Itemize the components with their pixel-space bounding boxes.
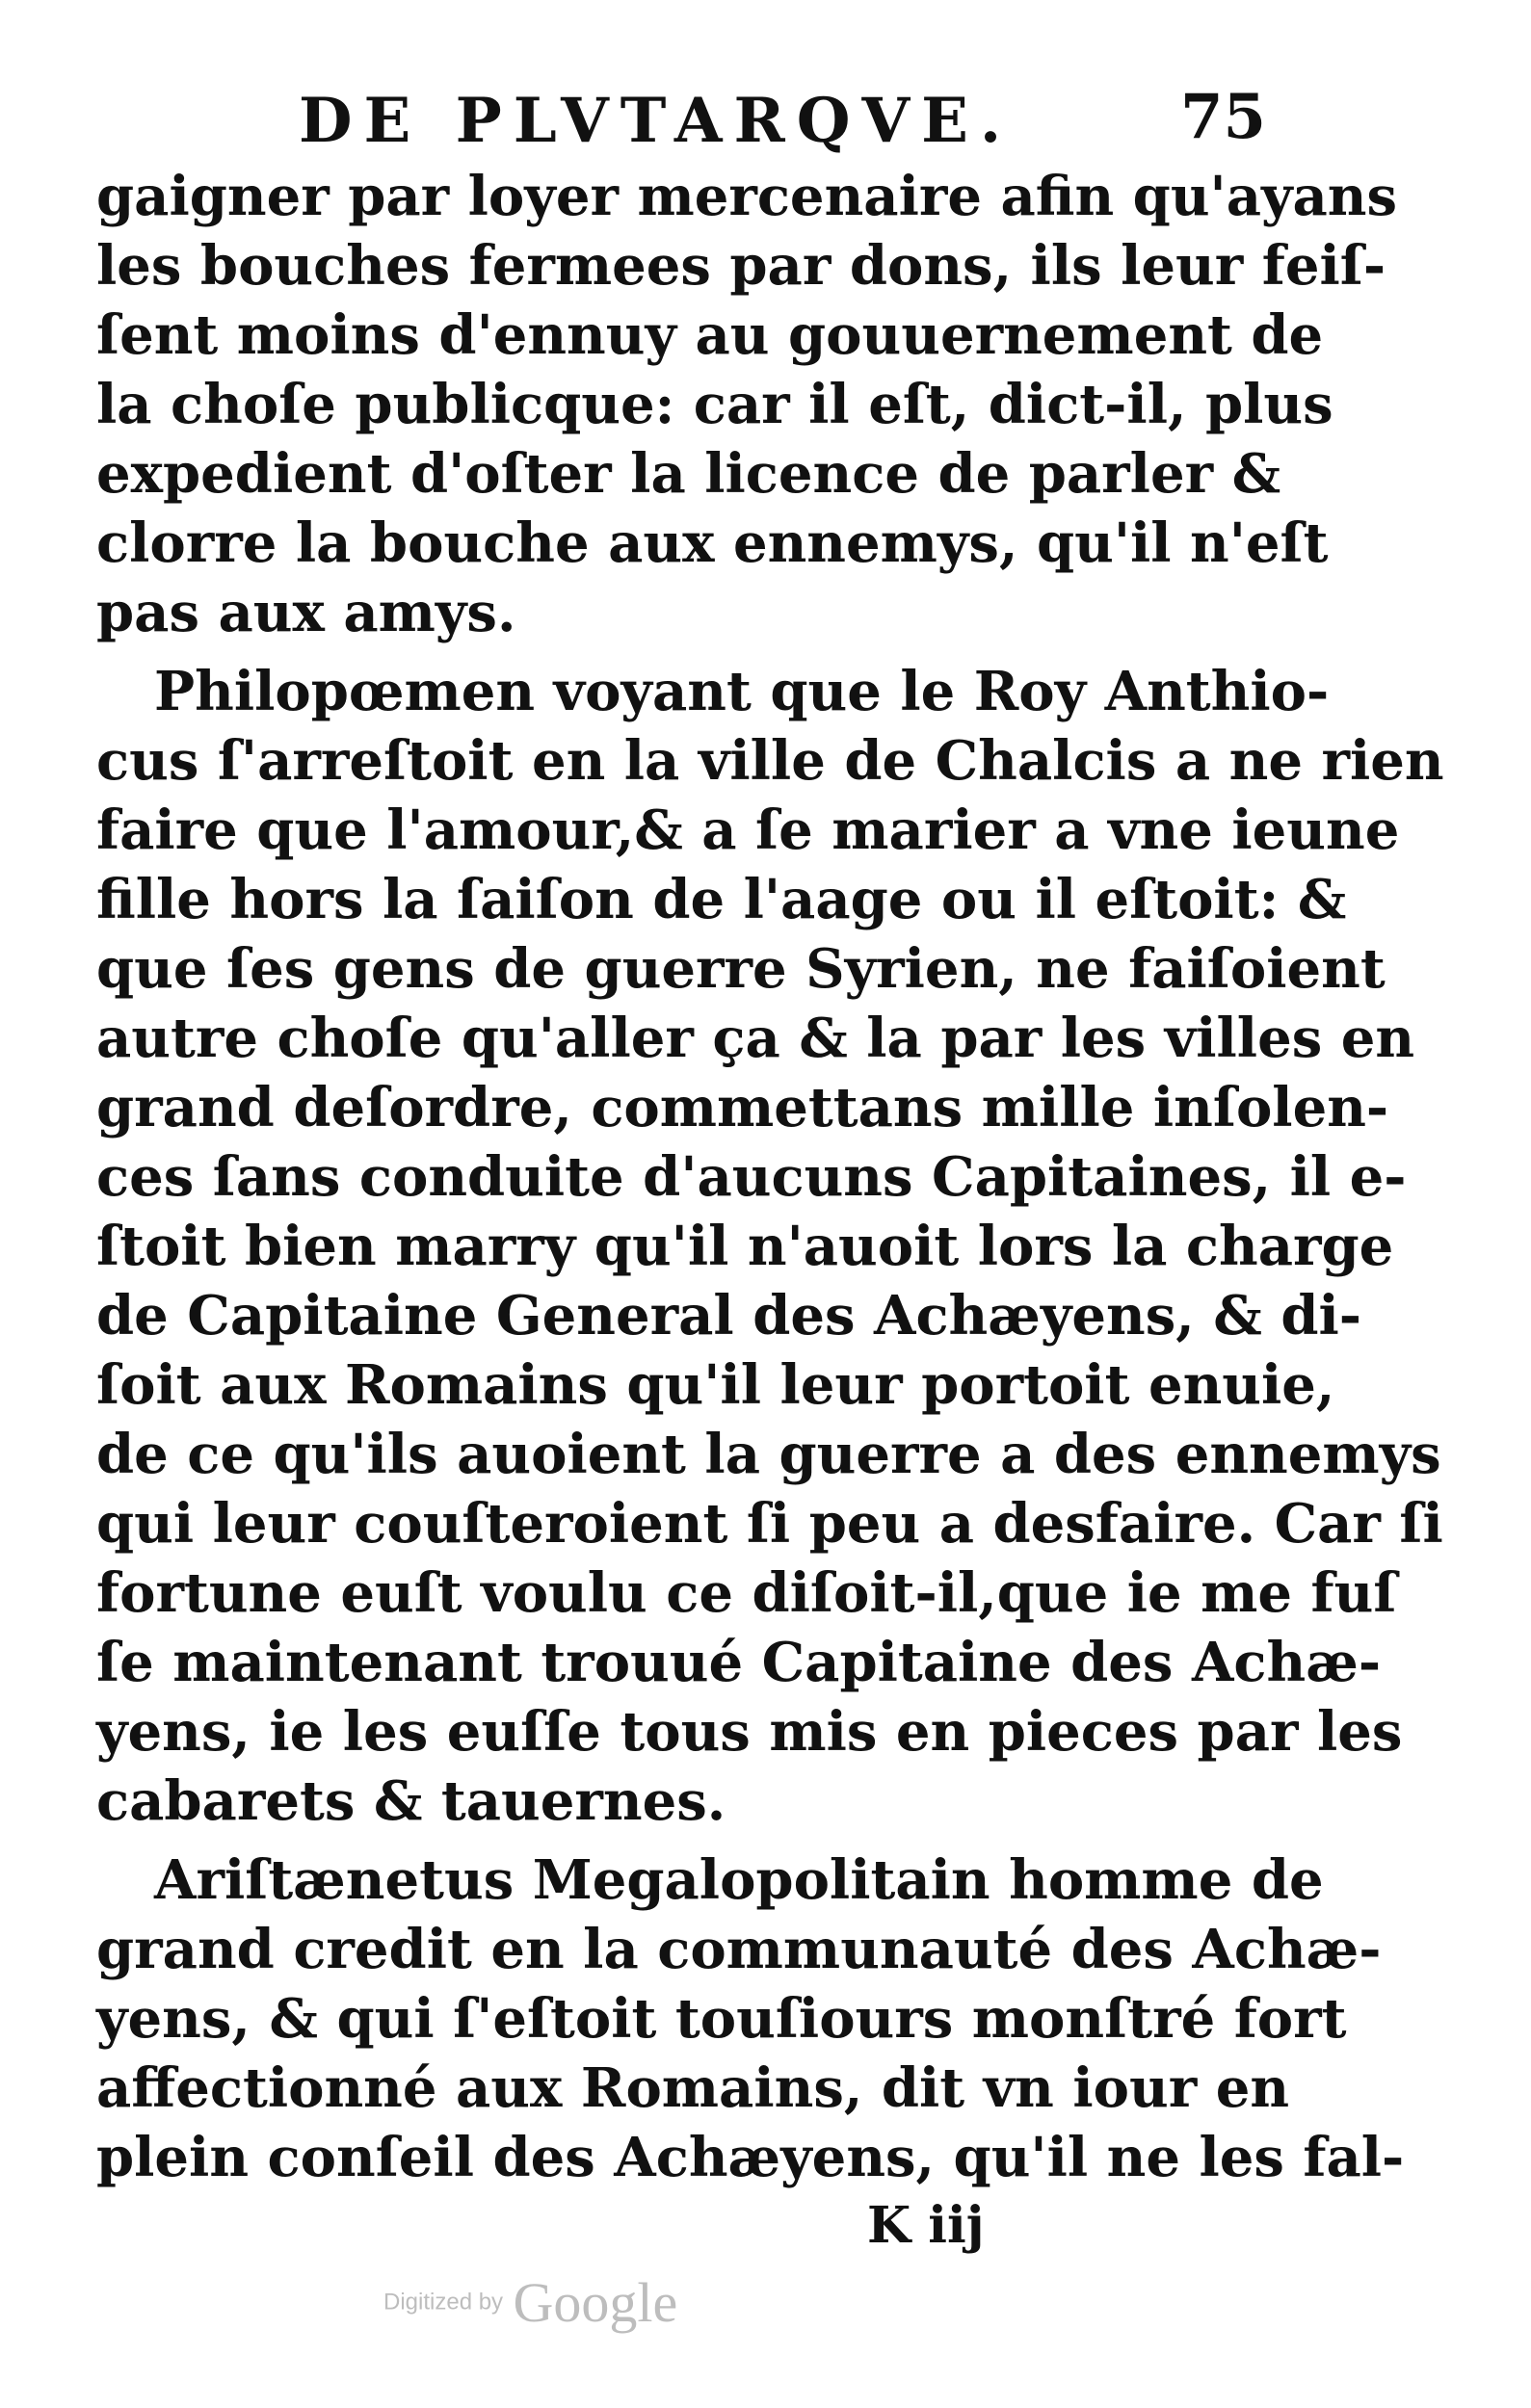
text-line: ces ſans conduite d'aucuns Capitaines, il e-	[96, 1145, 1407, 1209]
text-line: ſe maintenant trouué Capitaine des Achæ-	[96, 1631, 1382, 1694]
text-line: cabarets & tauernes.	[96, 1769, 726, 1833]
text-line: ſtoit bien marry qu'il n'auoit lors la charge	[96, 1215, 1394, 1278]
text-line: gaigner par loyer mercenaire afin qu'ayans	[96, 165, 1398, 228]
text-line: qui leur couſteroient ſi peu a desfaire. Car ſi	[96, 1492, 1443, 1556]
text-line: cus ſ'arreſtoit en la ville de Chalcis a ne rien	[96, 729, 1444, 793]
page-number: 75	[1180, 81, 1267, 153]
text-line: expedient d'oſter la licence de parler &	[96, 442, 1281, 506]
digitization-watermark	[383, 2270, 677, 2335]
watermark-brand: Google	[513, 2271, 678, 2334]
text-line: affectionné aux Romains, dit vn iour en	[96, 2056, 1290, 2120]
text-line: plein conſeil des Achæyens, qu'il ne les fal-	[96, 2126, 1405, 2189]
text-line: grand credit en la communauté des Achæ-	[96, 1918, 1382, 1981]
paragraph-start-line: Philopœmen voyant que le Roy Anthio-	[154, 660, 1330, 723]
body-text	[96, 162, 1444, 2192]
text-line: clorre la bouche aux ennemys, qu'il n'eſt	[96, 511, 1329, 575]
watermark-prefix: Digitized by	[383, 2289, 504, 2316]
paragraph-start-line: Ariſtænetus Megalopolitain homme de	[154, 1848, 1324, 1912]
text-line: autre choſe qu'aller ça & la par les villes en	[96, 1007, 1415, 1070]
text-line: de ce qu'ils auoient la guerre a des ennemys	[96, 1423, 1441, 1486]
text-line: les bouches fermees par dons, ils leur feiſ-	[96, 234, 1386, 298]
running-title: DE PLVTARQVE.	[299, 85, 1014, 157]
text-line: la choſe publicque: car il eſt, dict-il, plus	[96, 373, 1333, 436]
text-line: pas aux amys.	[96, 581, 516, 644]
text-line: grand deſordre, commettans mille inſolen-	[96, 1076, 1389, 1139]
text-line: yens, ie les euſſe tous mis en pieces par les	[96, 1700, 1403, 1764]
text-line: que ſes gens de guerre Syrien, ne faiſoient	[96, 937, 1386, 1001]
text-line: fortune euſt voulu ce diſoit-il,que ie me fuſ	[96, 1561, 1397, 1625]
signature-mark: K iij	[867, 2196, 985, 2255]
text-line: de Capitaine General des Achæyens, & di-	[96, 1284, 1361, 1348]
text-line: fille hors la ſaiſon de l'aage ou il eſtoit: &	[96, 868, 1347, 931]
text-line: ſent moins d'ennuy au gouuernement de	[96, 303, 1324, 367]
text-line: ſoit aux Romains qu'il leur portoit enuie,	[96, 1353, 1335, 1417]
text-line: yens, & qui ſ'eſtoit touſiours monſtré fort	[96, 1987, 1347, 2051]
text-line: faire que l'amour,& a ſe marier a vne ieune	[96, 798, 1400, 862]
